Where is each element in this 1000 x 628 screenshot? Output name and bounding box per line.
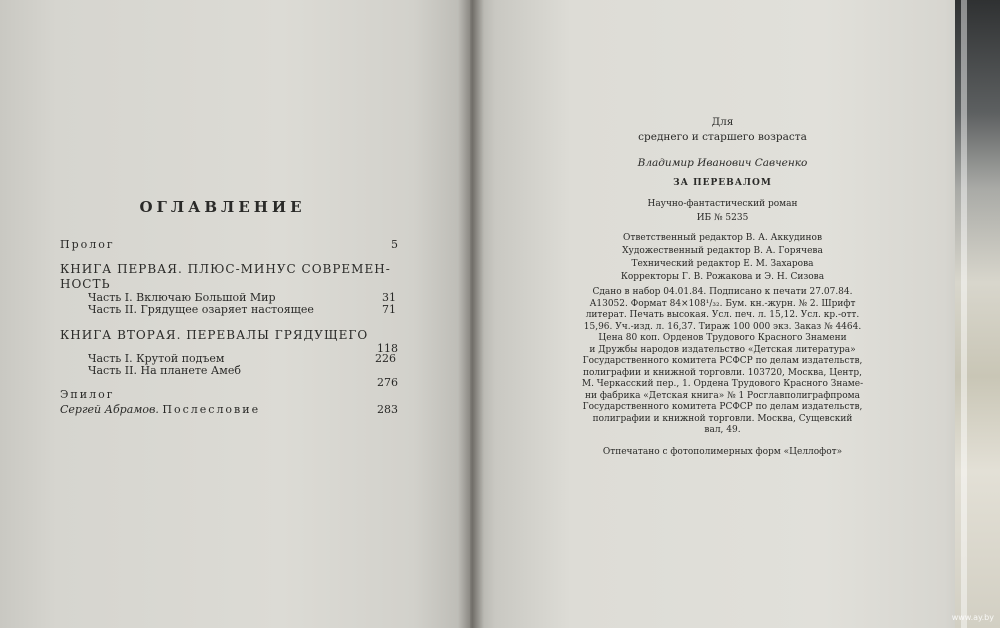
toc-book1-heading xyxy=(60,262,400,292)
toc-title: ОГЛАВЛЕНИЕ xyxy=(139,198,306,216)
book1-title-line2: НОСТЬ xyxy=(60,277,111,291)
detail-line: вал, 49. xyxy=(704,425,741,435)
book-title: ЗА ПЕРЕВАЛОМ xyxy=(673,178,772,188)
editor-tech: Технический редактор Е. М. Захарова xyxy=(631,259,814,269)
toc-label: Часть II. На планете Амеб xyxy=(88,364,241,377)
table-of-contents xyxy=(0,0,470,628)
toc-row-afterword xyxy=(60,403,400,416)
toc-label: Часть I. Крутой подъем xyxy=(88,352,225,365)
toc-leader xyxy=(60,397,364,399)
detail-line: М. Черкасский пер., 1. Ордена Трудового Красного Знаме- xyxy=(581,379,864,389)
imprint-page xyxy=(470,0,975,628)
audience-line1: Для xyxy=(711,116,734,128)
ib-number: ИБ № 5235 xyxy=(696,213,749,223)
book1-title-line1: КНИГА ПЕРВАЯ. ПЛЮС-МИНУС СОВРЕМЕН- xyxy=(60,262,391,276)
detail-line: Государственного комитета РСФСР по делам издательств, xyxy=(582,356,863,366)
detail-line: А13052. Формат 84×108¹/₃₂. Бум. кн.-журн. № 2. Шрифт xyxy=(589,298,856,309)
detail-line: Цена 80 коп. Орденов Трудового Красного Знамени xyxy=(598,333,847,343)
detail-line: полиграфии и книжной торговли. 103720, Москва, Центр, xyxy=(582,367,863,378)
detail-line: Государственного комитета РСФСР по делам издательств, xyxy=(582,402,863,412)
detail-line: Сдано в набор 04.01.84. Подписано к печати 27.07.84. xyxy=(592,287,853,297)
audience-line2: среднего и старшего возраста xyxy=(638,131,807,143)
toc-label xyxy=(60,403,260,416)
toc-page: 226 xyxy=(375,352,396,365)
genre: Научно-фантастический роман xyxy=(647,199,798,209)
toc-leader xyxy=(60,247,364,249)
toc-row-book2 xyxy=(60,328,400,342)
book2-title: КНИГА ВТОРАЯ. ПЕРЕВАЛЫ ГРЯДУЩЕГО xyxy=(60,328,369,342)
toc-page: 71 xyxy=(382,303,396,316)
toc-label: Часть II. Грядущее озаряет настоящее xyxy=(88,303,314,316)
toc-row-epilogue xyxy=(60,388,400,401)
detail-line: 15,96. Уч.-изд. л. 16,37. Тираж 100 000 экз. Заказ № 4464. xyxy=(583,321,862,332)
afterword-label: Послесловие xyxy=(162,403,261,416)
detail-line: литерат. Печать высокая. Усл. печ. л. 15,12. Усл. кр.-отт. xyxy=(585,310,860,320)
toc-page: 118 xyxy=(377,342,398,355)
author-name: Владимир Иванович Савченко xyxy=(637,157,808,169)
toc-label: Часть I. Включаю Большой Мир xyxy=(88,291,276,304)
toc-label: Эпилог xyxy=(60,388,115,401)
watermark: www.ay.by xyxy=(951,613,994,622)
toc-row-book1-part2 xyxy=(88,303,398,316)
toc-page: 31 xyxy=(382,291,396,304)
toc-page: 276 xyxy=(377,376,398,389)
toc-row-prologue xyxy=(60,238,400,251)
toc-row-book2-part2 xyxy=(88,364,398,377)
toc-leader xyxy=(60,412,364,414)
editor-responsible: Ответственный редактор В. А. Аккудинов xyxy=(622,233,823,243)
afterword-author: Сергей Абрамов. xyxy=(60,403,159,416)
proofreaders: Корректоры Г. В. Рожакова и Э. Н. Сизова xyxy=(620,272,825,282)
toc-page: 5 xyxy=(391,238,398,251)
detail-line: полиграфии и книжной торговли. Москва, Сущевский xyxy=(592,413,853,424)
printed-note: Отпечатано с фотополимерных форм «Целлофот» xyxy=(602,447,843,457)
publication-details xyxy=(470,287,975,437)
editor-art: Художественный редактор В. А. Горячева xyxy=(622,246,823,256)
toc-leader xyxy=(88,361,362,363)
toc-page: 283 xyxy=(377,403,398,416)
detail-line: ни фабрика «Детская книга» № 1 Росглавполиграфпрома xyxy=(585,390,860,401)
toc-leader xyxy=(88,300,362,302)
detail-line: и Дружбы народов издательство «Детская литература» xyxy=(589,344,856,355)
toc-label: Пролог xyxy=(60,238,115,251)
